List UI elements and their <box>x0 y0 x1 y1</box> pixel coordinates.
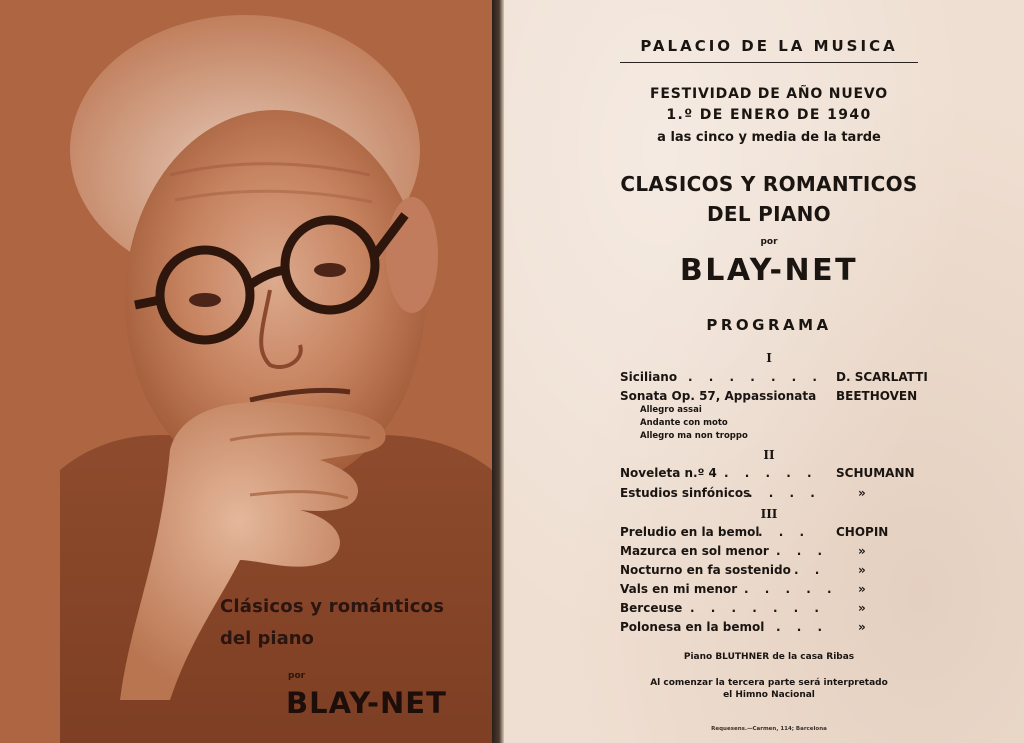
piece-title: Siciliano <box>620 370 678 384</box>
concert-title-line2: DEL PIANO <box>707 202 831 226</box>
program-by-label: por <box>760 237 778 247</box>
part-numeral-3: III <box>760 507 778 521</box>
piece-title: Estudios sinfónicos <box>620 486 751 500</box>
part-numeral-1: I <box>766 351 772 365</box>
leader-dots: . . . <box>776 544 829 558</box>
piece-title: Berceuse <box>620 601 683 615</box>
part-numeral-2: II <box>763 448 775 462</box>
printer-imprint: Requesens.—Carmen, 114; Barcelona <box>711 726 827 732</box>
piece-title: Polonesa en la bemol <box>620 620 765 634</box>
cover-artist-name: BLAY-NET <box>286 686 447 720</box>
program-page <box>504 0 1024 743</box>
anthem-note-line1: Al comenzar la tercera parte será interpretado <box>650 678 888 688</box>
movement-line: Allegro ma non troppo <box>640 431 748 441</box>
cover-by-label: por <box>288 671 306 681</box>
venue-underline <box>620 62 918 63</box>
leader-dots: . . . . . . . <box>690 601 825 615</box>
concert-time: a las cinco y media de la tarde <box>657 130 881 145</box>
leader-dots: . . . . . <box>724 466 818 480</box>
page-gutter <box>492 0 504 743</box>
program-artist-name: BLAY-NET <box>679 253 859 288</box>
piece-title: Preludio en la bemol <box>620 525 760 539</box>
leader-dots: . . . . . . . <box>688 370 823 384</box>
anthem-note-line2: el Himno Nacional <box>723 690 815 700</box>
cover-text-block <box>0 0 492 743</box>
composer-name: CHOPIN <box>836 525 889 539</box>
piece-title: Sonata Op. 57, Appassionata <box>620 389 817 403</box>
piece-title: Mazurca en sol menor <box>620 544 769 558</box>
composer-name: BEETHOVEN <box>836 389 918 403</box>
leader-dots: . . <box>794 563 826 577</box>
cover-page <box>0 0 492 743</box>
composer-ditto: » <box>858 582 866 596</box>
piece-title: Nocturno en fa sostenido <box>620 563 791 577</box>
movement-line: Allegro assai <box>640 405 702 415</box>
concert-date: 1.º DE ENERO DE 1940 <box>666 107 872 123</box>
piano-note: Piano BLUTHNER de la casa Ribas <box>683 652 855 662</box>
composer-ditto: » <box>858 601 866 615</box>
piece-title: Noveleta n.º 4 <box>620 466 717 480</box>
movement-line: Andante con moto <box>640 418 728 428</box>
festivity-line: FESTIVIDAD DE AÑO NUEVO <box>650 86 888 102</box>
composer-ditto: » <box>858 620 866 634</box>
composer-name: SCHUMANN <box>836 466 915 480</box>
venue-title: PALACIO DE LA MUSICA <box>640 37 898 55</box>
program-heading: PROGRAMA <box>706 316 832 334</box>
leader-dots: . . . . . <box>744 582 838 596</box>
concert-title-line1: CLASICOS Y ROMANTICOS <box>620 172 918 196</box>
cover-title-line1: Clásicos y románticos <box>220 596 445 617</box>
piece-title: Vals en mi menor <box>620 582 738 596</box>
composer-name: D. SCARLATTI <box>836 370 928 384</box>
composer-ditto: » <box>858 486 866 500</box>
cover-title-line2: del piano <box>220 628 314 649</box>
leader-dots: . . . <box>758 525 811 539</box>
leader-dots: . . . . <box>748 486 821 500</box>
leader-dots: . . . <box>776 620 829 634</box>
composer-ditto: » <box>858 544 866 558</box>
composer-ditto: » <box>858 563 866 577</box>
